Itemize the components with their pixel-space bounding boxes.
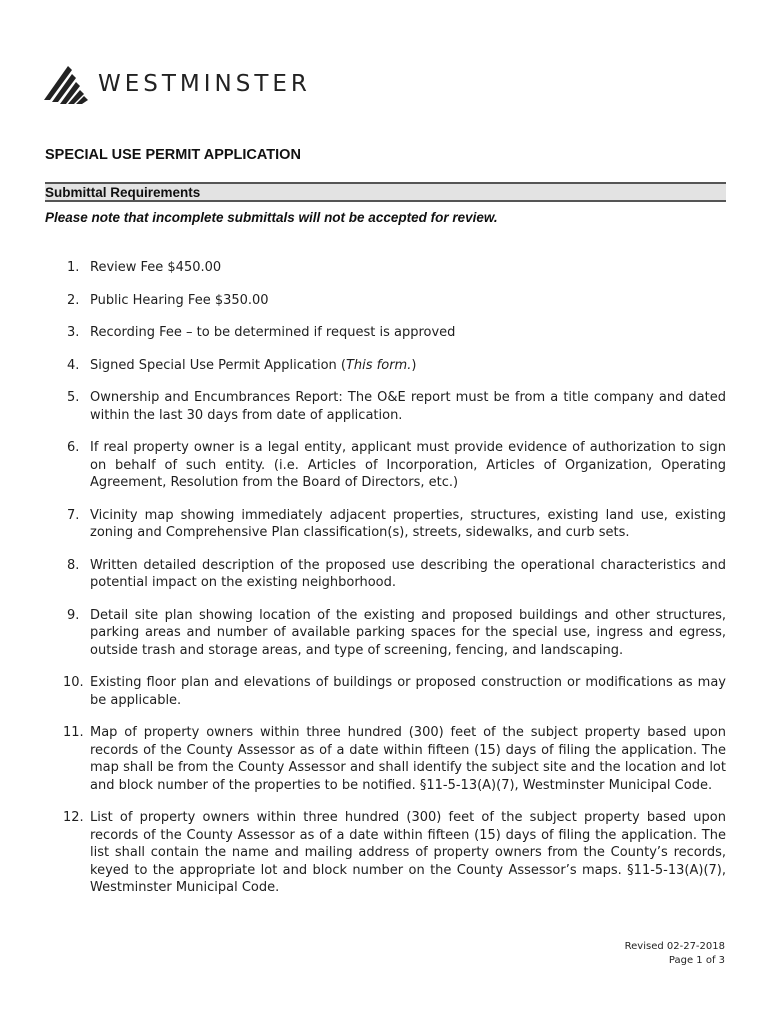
item-number: 9.: [67, 607, 80, 623]
item-number: 8.: [67, 557, 80, 573]
list-item: [45, 607, 726, 660]
item-text: Public Hearing Fee $350.00: [90, 292, 269, 308]
list-item: [45, 724, 726, 794]
list-item: [45, 357, 726, 375]
list-item: [45, 557, 726, 592]
list-item: [45, 324, 726, 342]
list-item: [45, 674, 726, 709]
item-number: 4.: [67, 357, 80, 373]
item-number: 12.: [63, 810, 84, 825]
item-text: If real property owner is a legal entity, applicant must provide evidence of authorization to sign on behalf of such entity. (i.e. Articles of Incorporation, Articles of Organization, Operating Agreement, Resolution from the Board of Directors, etc.): [90, 440, 726, 490]
item-text: Review Fee $450.00: [90, 260, 222, 275]
item-number: 2.: [67, 292, 80, 308]
section-heading: Submittal Requirements: [45, 185, 201, 200]
list-item: [45, 809, 726, 897]
item-text: Recording Fee – to be determined if request is approved: [90, 325, 456, 340]
item-text: List of property owners within three hundred (300) feet of the subject property based upon records of the County Assessor as of a date within fifteen (15) days of filing the application. The list shall contain the name and mailing address of property owners from the County’s records, keyed to the appropriate lot and block number on the County Assessor’s maps. §11-5-13(A)(7), Westminster Municipal Code.: [90, 810, 726, 895]
item-number: 10.: [63, 675, 84, 690]
item-number: 3.: [67, 325, 80, 340]
item-text-after: ): [411, 357, 417, 373]
item-text: [90, 358, 416, 373]
item-number: 11.: [63, 725, 84, 740]
item-text-before: Signed Special Use Permit Application (: [90, 357, 346, 373]
page-title: SPECIAL USE PERMIT APPLICATION: [45, 147, 301, 163]
page-footer: [625, 940, 725, 968]
item-number: 5.: [67, 390, 80, 405]
list-item: [45, 507, 726, 542]
item-text: Existing floor plan and elevations of buildings or proposed construction or modifications as may be applicable.: [90, 675, 726, 708]
submittal-note: Please note that incomplete submittals will not be accepted for review.: [45, 210, 498, 225]
section-heading-bar: [45, 182, 726, 202]
item-text: Written detailed description of the proposed use describing the operational characteristics and potential impact on the existing neighborhood.: [90, 557, 726, 590]
list-item: [45, 389, 726, 424]
item-text: Vicinity map showing immediately adjacent properties, structures, existing land use, existing zoning and Comprehensive Plan classification(s), streets, sidewalks, and curb sets.: [90, 507, 726, 540]
page-number: Page 1 of 3: [668, 955, 725, 966]
logo-wordmark: WESTMINSTER: [98, 71, 311, 97]
westminster-logo-icon: [44, 62, 92, 106]
item-number: 7.: [67, 507, 80, 523]
item-text: Detail site plan showing location of the existing and proposed buildings and other structures, parking areas and number of available parking spaces for the special use, ingress and egress, outside trash and storage areas, and type of screening, fencing, and landscaping.: [90, 607, 726, 658]
requirements-list: [45, 259, 726, 912]
list-item: [45, 439, 726, 492]
list-item: [45, 259, 726, 277]
item-text-emphasis: This form.: [345, 357, 412, 373]
item-number: 6.: [67, 440, 80, 455]
item-text: Map of property owners within three hundred (300) feet of the subject property based upon records of the County Assessor as of a date within fifteen (15) days of filing the application. The map shall be from the County Assessor and shall identify the subject site and the location and lot and block number of the properties to be notified. §11-5-13(A)(7), Westminster Municipal Code.: [90, 725, 726, 793]
item-text: Ownership and Encumbrances Report: The O&E report must be from a title company and dated within the last 30 days from date of application.: [90, 390, 726, 423]
list-item: [45, 292, 726, 310]
westminster-logo: [44, 62, 311, 106]
revision-date: Revised 02-27-2018: [624, 941, 725, 952]
item-number: 1.: [67, 260, 80, 275]
